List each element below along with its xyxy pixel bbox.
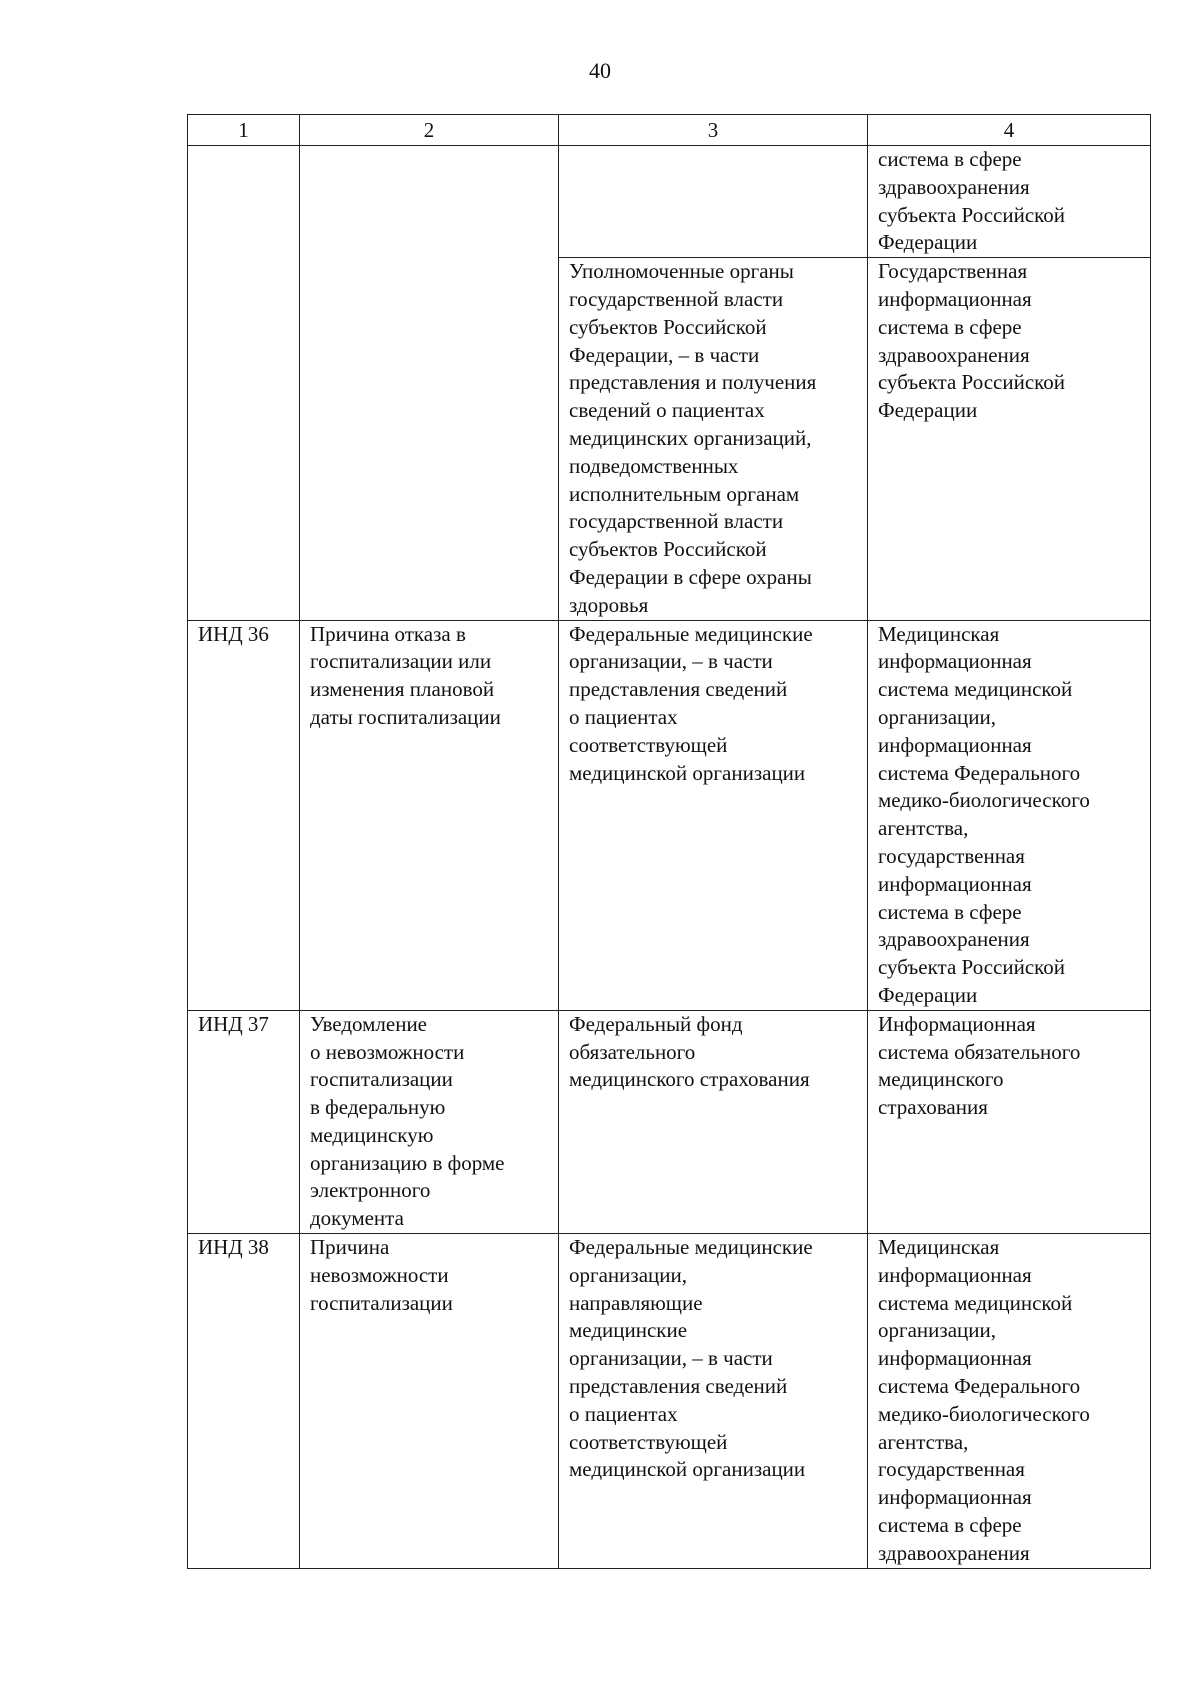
row-code: ИНД 37: [198, 1011, 269, 1036]
table-header-row: [188, 115, 1151, 146]
row-code-cell: [188, 620, 300, 1010]
column-header-4: 4: [868, 115, 1151, 146]
row-name: Причина невозможности госпитализации: [310, 1235, 453, 1315]
row-name: Причина отказа в госпитализации или изменения плановой даты госпитализации: [310, 621, 501, 729]
row-providers: Федеральные медицинские организации, – в части представления сведений о пациентах соответствующей медицинской организации: [569, 621, 813, 785]
row-systems-cell: [868, 1234, 1151, 1569]
row-providers-cell: [559, 620, 868, 1010]
row-name-cell: [300, 146, 559, 621]
row-systems-cell: [868, 258, 1151, 620]
page-number: 40: [589, 58, 611, 83]
row-providers: Федеральный фонд обязательного медицинского страхования: [569, 1011, 810, 1092]
row-providers-cell: [559, 146, 868, 258]
table-row: [188, 620, 1151, 1010]
row-name-cell: [300, 1010, 559, 1233]
row-code-cell: [188, 1234, 300, 1569]
row-providers: Уполномоченные органы государственной власти субъектов Российской Федерации, – в части представления и получения сведений о пациентах медицинских организаций, подведомственных исполнительным органам государственной власти субъектов Российской Федерации в сфере охраны здоровья: [569, 259, 817, 617]
row-code-cell: [188, 1010, 300, 1233]
row-systems-cell: [868, 146, 1151, 258]
table-row: [188, 1234, 1151, 1569]
row-providers-cell: [559, 1234, 868, 1569]
table-row: [188, 146, 1151, 258]
row-code-cell: [188, 146, 300, 621]
row-systems: Медицинская информационная система медицинской организации, информационная система Федерального медико-биологического агентства, государственная информационная система в сфере здравоохранения: [878, 1235, 1090, 1565]
row-name-cell: [300, 620, 559, 1010]
row-code: ИНД 38: [198, 1235, 269, 1260]
row-code: ИНД 36: [198, 621, 269, 646]
row-systems-cell: [868, 620, 1151, 1010]
document-table: [187, 114, 1151, 1569]
row-systems: система в сфере здравоохранения субъекта Российской Федерации: [878, 147, 1066, 255]
row-name-cell: [300, 1234, 559, 1569]
column-header-1: 1: [188, 115, 300, 146]
row-systems: Информационная система обязательного медицинского страхования: [878, 1011, 1081, 1120]
row-providers-cell: [559, 1010, 868, 1233]
row-name: Уведомление о невозможности госпитализации в федеральную медицинскую организацию в форме электронного документа: [310, 1011, 505, 1231]
column-header-3: 3: [559, 115, 868, 146]
row-systems: Медицинская информационная система медицинской организации, информационная система Федерального медико-биологического агентства, государственная информационная система в сфере здравоохранения субъекта Российской Федерации: [878, 621, 1090, 1007]
column-header-2: 2: [300, 115, 559, 146]
row-systems: Государственная информационная система в сфере здравоохранения субъекта Российской Федерации: [878, 259, 1066, 423]
row-systems-cell: [868, 1010, 1151, 1233]
row-providers: Федеральные медицинские организации, направляющие медицинские организации, – в части представления сведений о пациентах соответствующей медицинской организации: [569, 1235, 813, 1482]
table-row: [188, 1010, 1151, 1233]
row-providers-cell: [559, 258, 868, 620]
